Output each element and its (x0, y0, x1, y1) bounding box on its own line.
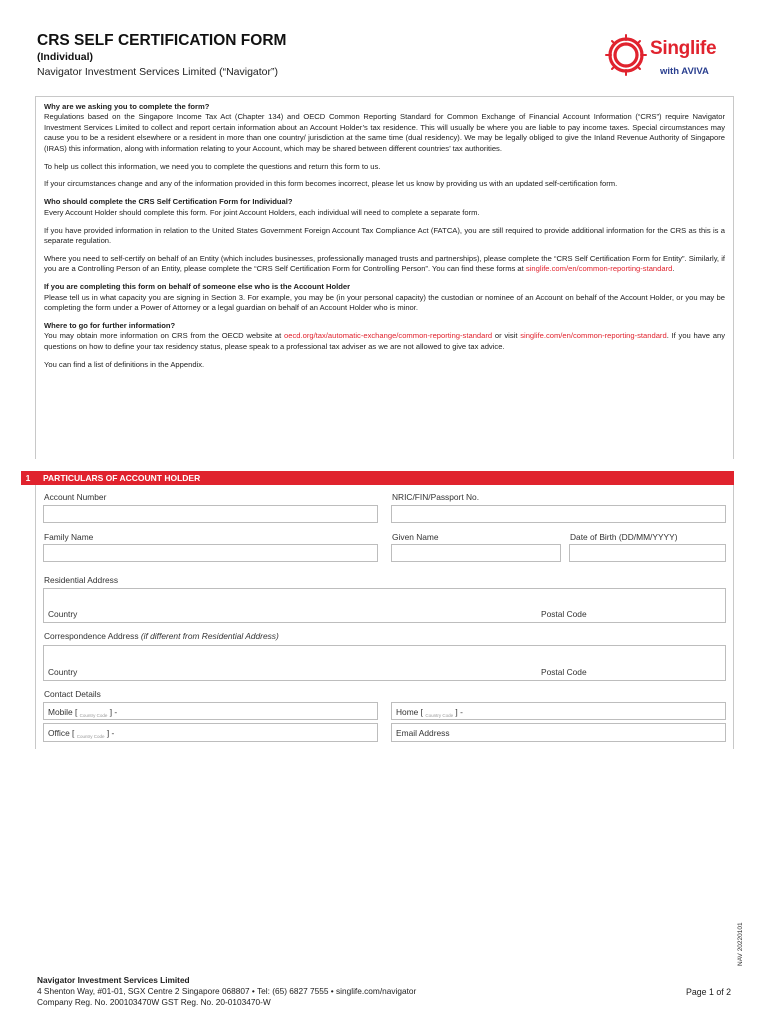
footer-address: 4 Shenton Way, #01-01, SGX Centre 2 Singapore 068807 • Tel: (65) 6827 7555 • singlife.com/navigator (37, 986, 417, 996)
section-title: PARTICULARS OF ACCOUNT HOLDER (35, 471, 734, 485)
office-text: Office [ (48, 728, 75, 738)
q2-body: Every Account Holder should complete this form. For joint Account Holders, each individual will need to complete a separate form. (44, 207, 480, 217)
dob-label: Date of Birth (DD/MM/YYYY) (570, 532, 678, 542)
intro-fatca: If you have provided information in relation to the United States Government Foreign Account Tax Compliance Act (FATCA), you are still required to provide additional information for the CRS as this is a separate regulation. (44, 225, 725, 246)
entity-forms-link[interactable]: singlife.com/en/common-reporting-standard (525, 264, 673, 274)
contact-details-label: Contact Details (44, 689, 101, 699)
q1-heading: Why are we asking you to complete the form? (44, 102, 210, 111)
residential-postal-label: Postal Code (541, 609, 587, 619)
intro-q3 (44, 282, 725, 313)
account-number-label: Account Number (44, 492, 107, 502)
given-name-label: Given Name (392, 532, 439, 542)
home-text: Home [ (396, 707, 423, 717)
nric-label: NRIC/FIN/Passport No. (392, 492, 480, 502)
q3-body: Please tell us in what capacity you are signing in Section 3. For example, you may be (in your personal capacity) the custodian or nominee of an Account on behalf of the Account Holder, or you may be completing the form under a Power of Attorney or a legal guardian on behalf of an Account Holder who is minor. (44, 292, 725, 313)
oecd-link[interactable]: oecd.org/tax/automatic-exchange/common-reporting-standard (284, 331, 493, 341)
intro-section (35, 96, 734, 459)
mobile-text: Mobile [ (48, 707, 78, 717)
home-bracket: ] - (455, 707, 463, 717)
entity-name: Navigator Investment Services Limited (“Navigator”) (37, 66, 278, 78)
office-bracket: ] - (106, 728, 115, 738)
mobile-label (48, 707, 117, 718)
form-subtitle: (Individual) (37, 51, 93, 63)
home-field[interactable] (391, 702, 726, 720)
entity-text: Where you need to self-certify on behalf of an Entity (which includes businesses, professionally managed trusts and partnerships), please complete the “CRS Self Certification Form for Entity”. Similarly, if you are a Controlling Person of an Entity, please complete the “CRS Self Certification Form for Controlling Person”. You can find these forms at (44, 253, 725, 274)
singlife-logo (604, 33, 734, 81)
residential-country-label: Country (48, 609, 78, 619)
intro-entity (44, 254, 725, 275)
singlife-crs-link[interactable]: singlife.com/en/common-reporting-standard (520, 331, 667, 341)
correspondence-address-label (44, 631, 279, 641)
correspondence-label-text: Correspondence Address (44, 631, 139, 641)
intro-appendix: You can find a list of definitions in the Appendix. (44, 359, 205, 369)
mobile-country-code: Country Code (79, 713, 108, 718)
footer-reg: Company Reg. No. 200103470W GST Reg. No. 20-0103470-W (37, 997, 271, 1007)
intro-help: To help us collect this information, we need you to complete the questions and return this form to us. (44, 161, 381, 171)
q4-body-c: . If you have any questions on how to define your tax residency status, please speak to a professional tax adviser as we are not allowed to give tax advice. (44, 331, 725, 351)
q4-body-b: or visit (492, 331, 521, 341)
intro-q2 (44, 197, 725, 218)
office-field[interactable] (43, 723, 378, 742)
given-name-field[interactable] (391, 544, 561, 562)
q3-heading: If you are completing this form on behalf of someone else who is the Account Holder (44, 282, 351, 292)
form-title: CRS SELF CERTIFICATION FORM (37, 32, 287, 49)
q2-heading: Who should complete the CRS Self Certification Form for Individual? (44, 197, 293, 207)
intro-q1 (44, 102, 725, 154)
correspondence-postal-label: Postal Code (541, 667, 587, 677)
correspondence-address-field[interactable] (43, 645, 726, 681)
home-label (396, 707, 463, 718)
logo-partner-text: with AVIVA (660, 66, 709, 77)
page-number: Page 1 of 2 (686, 987, 731, 997)
residential-address-field[interactable] (43, 588, 726, 623)
q4-body-a: You may obtain more information on CRS from the OECD website at (44, 331, 285, 341)
footer (37, 975, 416, 1008)
q1-body: Regulations based on the Singapore Income Tax Act (Chapter 134) and OECD Common Reporting Standard for Common Exchange of Financial Account Information (“CRS”) require Navigator Investment Services Limited to collect and report certain information about an Account Holder’s tax residence. This will usually be where you are liable to pay income taxes. Special circumstances may cause you to be a resident elsewhere or a resident in more than one country/ jurisdiction at the same time (dual residency). We may be legally obliged to give the Inland Revenue Authority of Singapore (IRAS) this information, along with information relating to your Account, which may be shared between different countries’ tax authorities. (44, 112, 725, 153)
residential-address-label: Residential Address (44, 575, 119, 585)
intro-change: If your circumstances change and any of the information provided in this form becomes incorrect, please let us know by providing us with an updated self-certification form. (44, 179, 618, 189)
footer-company: Navigator Investment Services Limited (37, 975, 190, 985)
logo-brand-text: Singlife (650, 38, 717, 59)
office-country-code: Country Code (76, 734, 105, 739)
email-field[interactable] (391, 723, 726, 742)
intro-q4 (44, 321, 725, 352)
document-code: NAV 20220101 (737, 922, 744, 966)
mobile-field[interactable] (43, 702, 378, 720)
home-country-code: Country Code (425, 713, 454, 718)
account-number-field[interactable] (43, 505, 378, 523)
correspondence-country-label: Country (48, 667, 78, 677)
office-label (48, 728, 114, 739)
correspondence-note: (if different from Residential Address) (140, 631, 279, 641)
section-number: 1 (21, 471, 35, 485)
family-name-field[interactable] (43, 544, 378, 562)
nric-field[interactable] (391, 505, 726, 523)
mobile-bracket: ] - (109, 707, 118, 717)
singlife-swirl-icon (604, 33, 648, 77)
dob-field[interactable] (569, 544, 726, 562)
email-label: Email Address (396, 728, 450, 738)
q4-heading: Where to go for further information? (44, 321, 176, 330)
family-name-label: Family Name (44, 532, 94, 542)
entity-text-end: . (672, 264, 675, 274)
